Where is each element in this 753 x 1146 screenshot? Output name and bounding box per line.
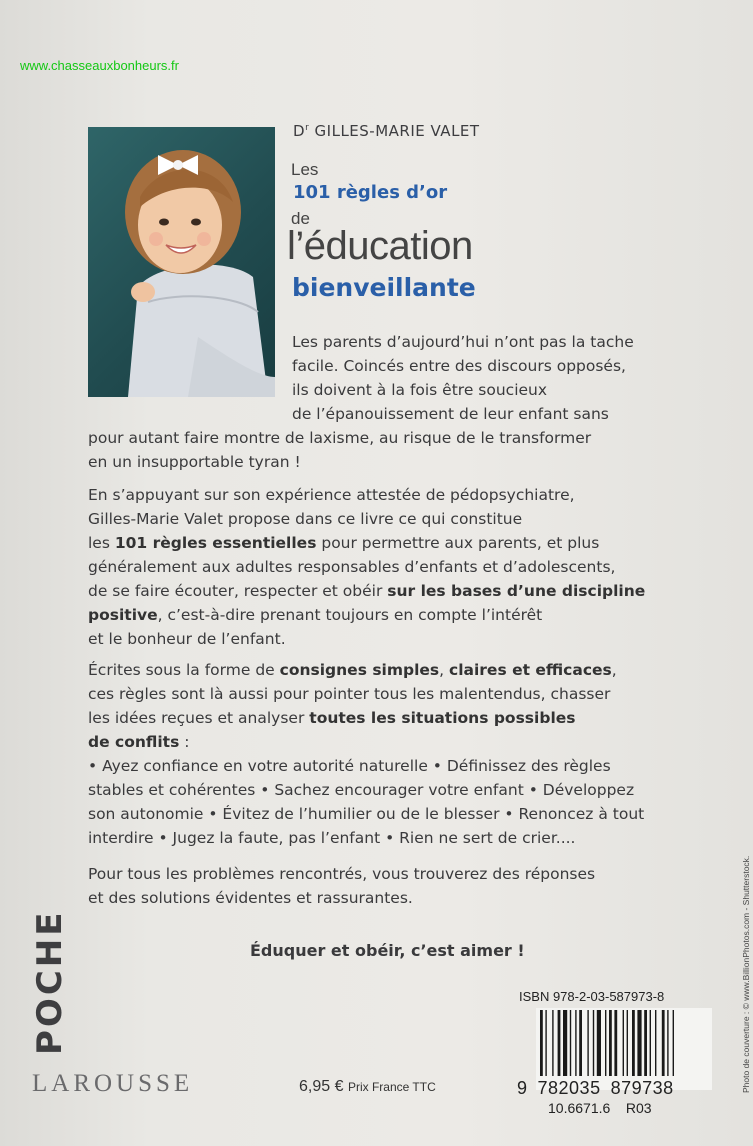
title-101-regles: 101 règles d’or: [293, 182, 448, 203]
isbn: ISBN 978-2-03-587973-8: [519, 989, 665, 1004]
title-les: Les: [291, 160, 319, 179]
author-name: $D^r$ GILLES-MARIE VALET: [293, 122, 480, 140]
internal-code: 10.6671.6 R03: [548, 1100, 652, 1116]
photo-credit: Photo de couverture : © www.BillionPhotos.com - Shutterstock.: [741, 855, 751, 1093]
paragraph-conclusion: Pour tous les problèmes rencontrés, vous trouverez des réponses et des solutions évidentes et rassurantes.: [88, 865, 596, 907]
barcode-digits: 9 782035 879738: [517, 1078, 674, 1098]
publisher-logo: LAROUSSE: [32, 1070, 194, 1097]
paragraph-intro: Les parents d’aujourd’hui n’ont pas la tache facile. Coincés entre des discours opposés, ils doivent à la fois être soucieux de l’épanouissement de leur enfant sans: [292, 333, 634, 423]
watermark-url[interactable]: www.chasseauxbonheurs.fr: [20, 58, 179, 73]
cover-photo-child: [88, 127, 275, 397]
child-illustration: [88, 127, 275, 397]
title-education: l’éducation: [287, 224, 473, 268]
tagline: Éduquer et obéir, c’est aimer !: [250, 941, 525, 960]
paragraph-rules: Écrites sous la forme de consignes simples, claires et efficaces, ces règles sont là aussi pour pointer tous les malentendus, chasser les idées reçues et analyser toutes les situations possibles de conflits : • Ayez confiance en votre autorité naturelle • Définissez des règles stables et cohérentes • Sachez encourager votre enfant • Développez son autonomie • Évitez de l’humilier ou de le blesser • Renoncez à tout interdire • Jugez la faute, pas l’enfant • Rien ne sert de crier....: [88, 661, 645, 847]
title-de: de: [291, 209, 310, 228]
paragraph-expertise: En s’appuyant sur son expérience attestée de pédopsychiatre, Gilles-Marie Valet propose dans ce livre ce qui constitue les 101 règles essentielles pour permettre aux parents, et plus généralement aux adultes responsables d’enfants et d’adolescents, de se faire écouter, respecter et obéir sur les bases d’une discipline positive, c’est-à-dire prenant toujours en compte l’intérêt et le bonheur de l’enfant.: [88, 486, 646, 648]
paragraph-intro-continued: pour autant faire montre de laxisme, au risque de le transformer en un insupportable tyran !: [88, 429, 592, 471]
series-poche: POCHE: [30, 909, 70, 1055]
title-bienveillante: bienveillante: [292, 273, 476, 302]
price: 6,95 € Prix France TTC: [299, 1078, 436, 1095]
